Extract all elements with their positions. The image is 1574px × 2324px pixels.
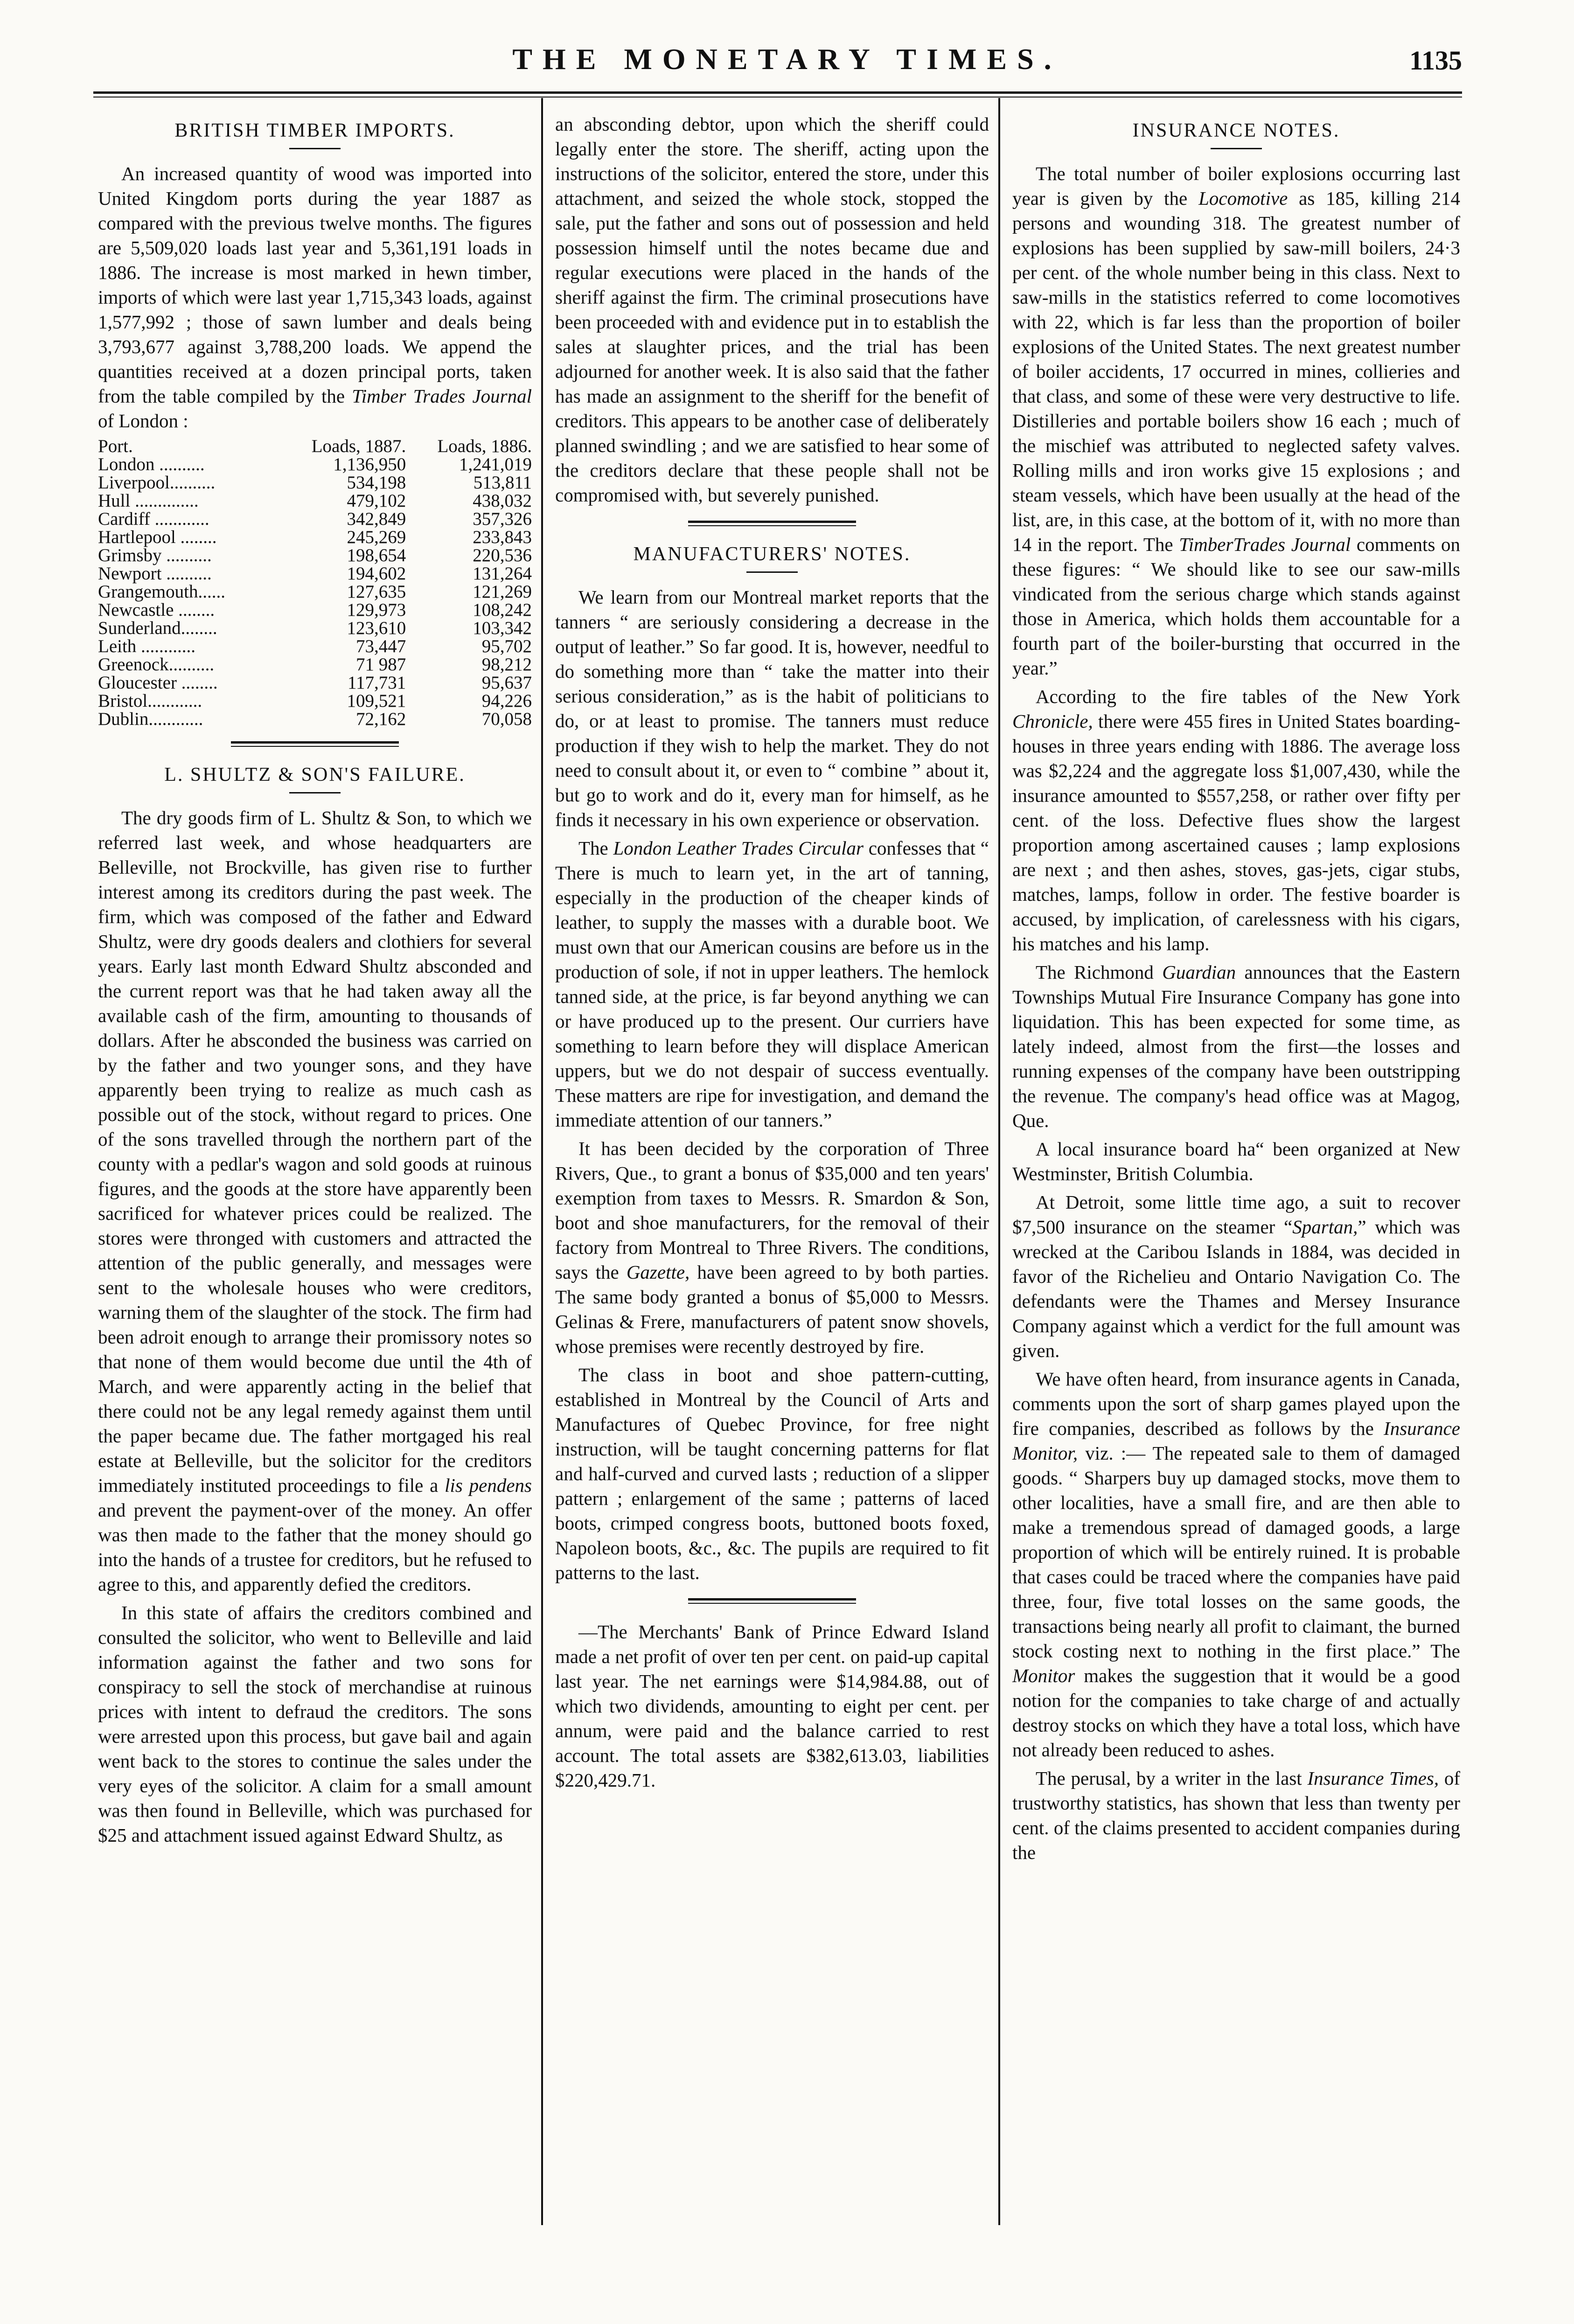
table-row: [98, 619, 532, 637]
port-name: Grimsby ..........: [98, 545, 212, 565]
table-row: [98, 473, 532, 492]
table-row: [98, 564, 532, 583]
insurance-paragraph: At Detroit, some little time ago, a suit to recover $7,500 insurance on the steamer “Spartan,” which was wrecked at the Caribou Islands in 1884, was decided in favor of the Richelieu and Ontario Navigation Co. The defendants were the Thames and Mersey Insurance Company against which a verdict for the full amount was given.: [1012, 1191, 1460, 1361]
title-rule: [289, 148, 341, 149]
loads-value: 94,226: [481, 691, 532, 711]
port-name: Bristol............: [98, 691, 202, 711]
port-name: Greenock..........: [98, 654, 215, 675]
loads-value: 121,269: [473, 582, 532, 602]
loads-value: 127,635: [347, 582, 406, 602]
loads-value: 131,264: [473, 564, 532, 584]
port-name: Hull ..............: [98, 491, 199, 511]
loads-value: 479,102: [347, 491, 406, 511]
loads-value: 357,326: [473, 509, 532, 529]
manufacturers-paragraph: The class in boot and shoe pattern-cutting, established in Montreal by the Council of Arts and Manufactures of Quebec Province, for free night instruction, will be taught concerning patterns for flat and half-curved and curved lasts ; reduction of a slipper pattern ; enlargement of the same ; patterns of laced boots, crimped congress boots, buttoned boots foxed, Napoleon boots, &c., &c. The pupils are required to fit patterns to the last.: [555, 1364, 989, 1583]
insurance-paragraph: The perusal, by a writer in the last Insurance Times, of trustworthy statistics, has shown that less than twenty per cent. of the claims presented to accident companies during the: [1012, 1767, 1461, 1863]
masthead: THE MONETARY TIMES.: [512, 42, 1062, 76]
column-divider: [541, 98, 543, 2225]
table-row: [98, 601, 532, 619]
table-row: [98, 528, 532, 546]
table-row: [98, 674, 532, 692]
section-rule: [231, 741, 399, 747]
table-header: Loads, 1886.: [437, 436, 532, 456]
loads-value: 95,637: [481, 673, 532, 693]
port-name: Grangemouth......: [98, 582, 225, 602]
loads-value: 198,654: [347, 545, 406, 565]
loads-value: 513,811: [473, 473, 532, 493]
insurance-paragraph: A local insurance board ha“ been organized at New Westminster, British Columbia.: [1012, 1138, 1460, 1184]
table-row: [98, 692, 532, 710]
table-row: [98, 710, 532, 728]
loads-value: 70,058: [481, 709, 532, 729]
column-1: [98, 112, 532, 1851]
loads-value: 117,731: [347, 673, 406, 693]
table-row: [98, 510, 532, 528]
timber-intro: An increased quantity of wood was imported into United Kingdom ports during the year 1887 as compared with the previous twelve months. The figures are 5,509,020 loads last year and 5,361,191 loads in 1886. The increase is most marked in hewn timber, imports of which were last year 1,715,343 loads, against 1,577,992 ; those of sawn lumber and deals being 3,793,677 against 3,788,200 loads. We append the quantities received at a dozen principal ports, taken from the table compiled by the Timber Trades Journal of London :: [98, 163, 532, 431]
loads-value: 129,973: [347, 600, 406, 620]
section-rule: [688, 521, 856, 526]
loads-value: 95,702: [481, 636, 532, 656]
port-name: Cardiff ............: [98, 509, 209, 529]
loads-value: 233,843: [473, 527, 532, 547]
page-number: 1135: [1409, 45, 1462, 76]
manufacturers-paragraph: It has been decided by the corporation of Three Rivers, Que., to grant a bonus of $35,000 and ten years' exemption from taxes to Messrs. R. Smardon & Son, boot and shoe manufacturers, for the removal of their factory from Montreal to Three Rivers. The conditions, says the Gazette, have been agreed to by both parties. The same body granted a bonus of $5,000 to Messrs. Gelinas & Frere, manufacturers of patent snow shovels, whose premises were recently destroyed by fire.: [555, 1138, 989, 1357]
manufacturers-paragraph: The London Leather Trades Circular confesses that “ There is much to learn yet, in the art of tanning, especially in the production of the cheaper kinds of leather, to supply the masses with a durable boot. We must own that our American cousins are before us in the production of sole, if not in upper leathers. The hemlock tanned side, at the price, is far beyond anything we can or have produced up to the present. Our curriers have something to learn before they will displace American uppers, but we do not despair of success eventually. These matters are ripe for investigation, and demand the immediate attention of our tanners.”: [555, 837, 989, 1131]
article-title-timber: BRITISH TIMBER IMPORTS.: [174, 120, 455, 141]
port-name: Hartlepool ........: [98, 527, 217, 547]
shultz-paragraph: In this state of affairs the creditors combined and consulted the solicitor, who went to Belleville and laid information against the father and two sons for conspiracy to sell the stock of merchandise at ruinous prices with intent to defraud the creditors. The sons were arrested upon this process, but gave bail and again went back to the stores to continue the sales under the very eyes of the solicitor. A claim for a small amount was then found in Belleville, which was purchased for $25 and attachment issued against Edward Shultz, as: [98, 1602, 532, 1846]
table-row: [98, 546, 532, 564]
loads-value: 109,521: [347, 691, 406, 711]
column-3: [1012, 112, 1460, 1869]
loads-value: 73,447: [356, 636, 406, 656]
port-name: Leith ............: [98, 636, 196, 656]
loads-value: 194,602: [347, 564, 406, 584]
loads-value: 72,162: [356, 709, 406, 729]
article-title-shultz: L. SHULTZ & SON'S FAILURE.: [164, 764, 466, 786]
title-rule: [1211, 148, 1262, 149]
table-header: Port.: [98, 436, 133, 456]
column-divider: [998, 98, 1000, 2225]
loads-value: 1,136,950: [333, 454, 406, 474]
header-rule: [93, 91, 1462, 97]
loads-value: 438,032: [473, 491, 532, 511]
table-row: [98, 637, 532, 655]
loads-value: 534,198: [347, 473, 406, 493]
shultz-continuation: an absconding debtor, upon which the sheriff could legally enter the store. The sheriff, acting upon the instructions of the solicitor, entered the store, under this attachment, and seized the whole stock, stopped the sale, put the father and sons out of possession and held possession himself until the notes became due and regular executions were placed in the hands of the sheriff against the firm. The criminal prosecutions have been proceeded with and evidence put in to establish the sales at slaughter prices, and the trial has been adjourned for another week. It is also said that the father has made an assignment to the sheriff for the benefit of creditors. This appears to be another case of deliberately planned swindling ; and we are satisfied to hear some of the creditors declare that these people shall not be compromised with, but severely punished.: [555, 113, 989, 506]
loads-value: 98,212: [481, 654, 532, 675]
column-2: [555, 112, 989, 1796]
port-name: Sunderland........: [98, 618, 217, 638]
insurance-paragraph: The total number of boiler explosions occurring last year is given by the Locomotive as 185, killing 214 persons and wounding 318. The greatest number of explosions has been supplied by saw-mill boilers, 24·3 per cent. of the whole number being in this class. Next to saw-mills in the statistics referred to come locomotives with 22, which is far less than the proportion of boiler explosions of the United States. The next greatest number of boiler accidents, 17 occurred in mines, collieries and that class, and some of these were very destructive to life. Distilleries and portable boilers show 16 each ; much of the mischief was attributed to neglected safety valves. Rolling mills and iron works give 15 explosions ; and steam vessels, which have been usually at the head of the list, are, in this case, at the bottom of it, with no more than 14 in the report. The TimberTrades Journal comments on these figures: “ We should like to see our saw-mills vindicated from the serious charge which stands against those in America, which holds them accountable for a fourth part of the boiler-bursting that occurred in the year.”: [1012, 163, 1461, 679]
table-row: [98, 455, 532, 473]
port-name: Newport ..........: [98, 564, 212, 584]
table-row: [98, 492, 532, 510]
port-name: London ..........: [98, 454, 205, 474]
shultz-paragraph: The dry goods firm of L. Shultz & Son, to which we referred last week, and whose headquarters are Belleville, not Brockville, has given rise to further interest among its creditors during the past week. The firm, which was composed of the father and Edward Shultz, were dry goods dealers and clothiers for several years. Early last month Edward Shultz absconded and the current report was that he had taken away all the available cash of the firm, amounting to thousands of dollars. After he absconded the business was carried on by the father and two younger sons, and they have apparently been trying to realize as much cash as possible out of the stock, without regard to prices. One of the sons travelled through the northern part of the county with a pedlar's wagon and sold goods at ruinous figures, and the goods at the store have apparently been sacrificed for whatever prices could be realized. The stores were thronged with customers and attracted the attention of the public generally, and messages were sent to the wholesale houses who were creditors, warning them of the slaughter of the stock. The firm had been adroit enough to arrange their promissory notes so that none of them would become due until the 4th of March, and were apparently acting in the belief that there could not be any legal remedy against them until the paper became due. The father mortgaged his real estate at Belleville, but the solicitor for the creditors immediately instituted proceedings to file a lis pendens and prevent the payment-over of the money. An offer was then made to the father that the money should go into the hands of a trustee for creditors, but he refused to agree to this, and apparently defied the creditors.: [98, 807, 532, 1595]
table-row: [98, 655, 532, 674]
insurance-paragraph: The Richmond Guardian announces that the Eastern Townships Mutual Fire Insurance Company has gone into liquidation. This has been expected for some time, as lately indeed, almost from the first—the losses and running expenses of the company have been outstripping the revenue. The company's head office was at Magog, Que.: [1012, 961, 1461, 1131]
loads-value: 123,610: [347, 618, 406, 638]
article-title-manufacturers: MANUFACTURERS' NOTES.: [633, 543, 911, 565]
title-rule: [746, 571, 798, 573]
loads-value: 103,342: [473, 618, 532, 638]
loads-value: 108,242: [473, 600, 532, 620]
port-name: Gloucester ........: [98, 673, 218, 693]
port-name: Newcastle ........: [98, 600, 215, 620]
timber-imports-table: [98, 437, 532, 728]
loads-value: 220,536: [473, 545, 532, 565]
port-name: Dublin............: [98, 709, 203, 729]
loads-value: 71 987: [356, 654, 406, 675]
manufacturers-paragraph: We learn from our Montreal market reports that the tanners “ are seriously considering a decrease in the output of leather.” So far good. It is, however, needful to do something more than “ take the matter into their serious consideration,” as is the habit of politicians to do, or at least to promise. The tanners must reduce production if they wish to help the market. They do not need to consult about it, or even to “ combine ” about it, but go to work and do it, every man for himself, as he finds it necessary in his own experience or observation.: [555, 586, 989, 830]
bank-paragraph: —The Merchants' Bank of Prince Edward Island made a net profit of over ten per cent. on paid-up capital last year. The net earnings were $14,984.88, out of which two dividends, amounting to eight per cent. per annum, were paid and the balance carried to rest account. The total assets are $382,613.03, liabilities $220,429.71.: [555, 1621, 989, 1791]
table-row: [98, 583, 532, 601]
insurance-paragraph: According to the fire tables of the New York Chronicle, there were 455 fires in United States boarding-houses in three years ending with 1886. The average loss was $2,224 and the aggregate loss $1,007,430, while the insurance amounted to $557,258, or rather over fifty per cent. of the loss. Defective flues show the largest proportion among ascertained causes ; lamp explosions are next ; and then ashes, stoves, gas-jets, cigar stubs, matches, lamps, follow in order. The festive boarder is accused, by implication, of carelessness with his cigars, his matches and his lamp.: [1012, 686, 1461, 954]
title-rule: [289, 792, 341, 793]
loads-value: 1,241,019: [459, 454, 532, 474]
table-header: Loads, 1887.: [311, 436, 406, 456]
section-rule: [688, 1598, 856, 1604]
loads-value: 245,269: [347, 527, 406, 547]
loads-value: 342,849: [347, 509, 406, 529]
article-title-insurance: INSURANCE NOTES.: [1132, 120, 1340, 141]
insurance-paragraph: We have often heard, from insurance agents in Canada, comments upon the sort of sharp games played upon the fire companies, described as follows by the Insurance Monitor, viz. :— The repeated sale to them of damaged goods. “ Sharpers buy up damaged stocks, move them to other localities, have a small fire, and are then able to make a tremendous spread of damaged goods, a large proportion of which will be entirely ruined. It is probable that cases could be traced where the companies have paid three, four, five total losses on the same goods, the transactions being nearly all profit to claimant, the burned stock costing next to nothing in the first place.” The Monitor makes the suggestion that it would be a good notion for the companies to take charge of and actually destroy stocks on which they have a total loss, which have not already been reduced to ashes.: [1012, 1368, 1461, 1760]
port-name: Liverpool..........: [98, 473, 216, 493]
